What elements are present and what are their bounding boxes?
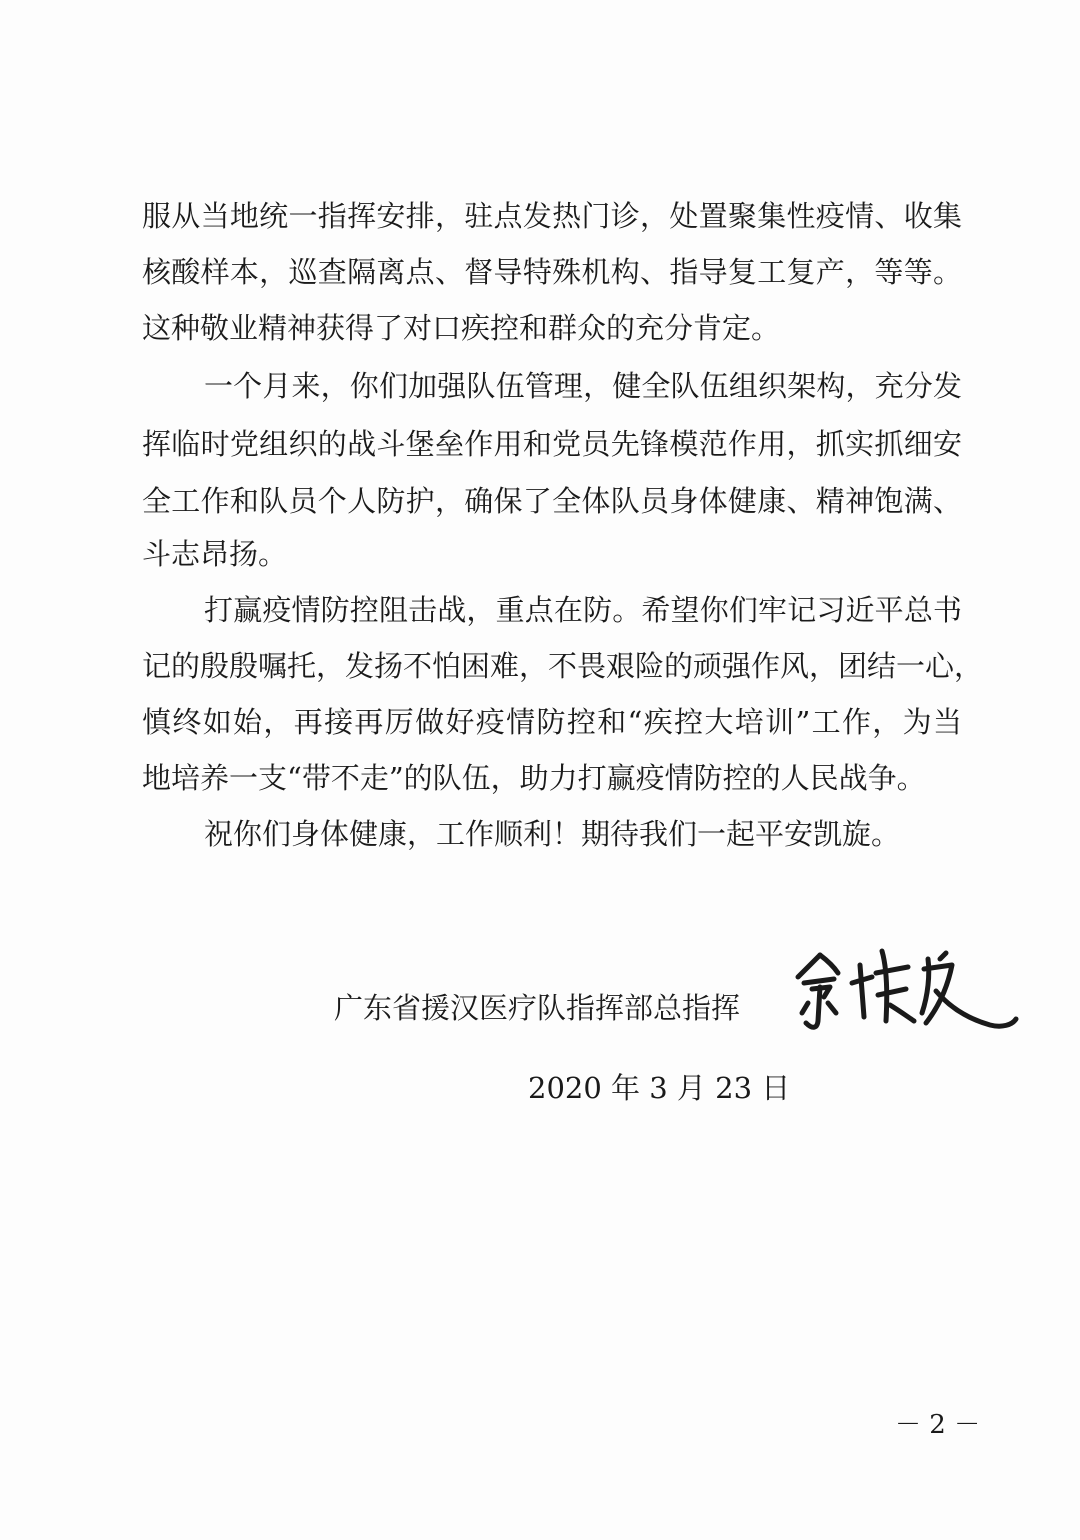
page-number: － 2 －: [895, 1410, 981, 1440]
signatory-title: 广东省援汉医疗队指挥部总指挥: [334, 991, 741, 1025]
body-line: 一个月来，你们加强队伍管理，健全队伍组织架构，充分发: [204, 369, 962, 403]
body-line: 这种敬业精神获得了对口疾控和群众的充分肯定。: [142, 311, 781, 345]
body-line: 地培养一支“带不走”的队伍，助力打赢疫情防控的人民战争。: [142, 761, 926, 795]
body-line: 挥临时党组织的战斗堡垒作用和党员先锋模范作用，抓实抓细安: [142, 427, 962, 461]
handwritten-signature: [790, 925, 1020, 1045]
body-line: 服从当地统一指挥安排，驻点发热门诊，处置聚集性疫情、收集: [142, 199, 962, 233]
body-line: 记的殷殷嘱托，发扬不怕困难，不畏艰险的顽强作风，团结一心，: [142, 649, 984, 683]
body-line: 打赢疫情防控阻击战，重点在防。希望你们牢记习近平总书: [204, 593, 962, 627]
body-line: 斗志昂扬。: [142, 537, 288, 571]
closing-line: 祝你们身体健康，工作顺利！期待我们一起平安凯旋。: [204, 817, 901, 851]
body-line: 核酸样本，巡查隔离点、督导特殊机构、指导复工复产，等等。: [142, 255, 962, 289]
body-line: 慎终如始，再接再厉做好疫情防控和“疾控大培训”工作，为当: [142, 705, 962, 739]
body-line: 全工作和队员个人防护，确保了全体队员身体健康、精神饱满、: [142, 484, 962, 518]
signature-date: 2020 年 3 月 23 日: [528, 1071, 791, 1105]
